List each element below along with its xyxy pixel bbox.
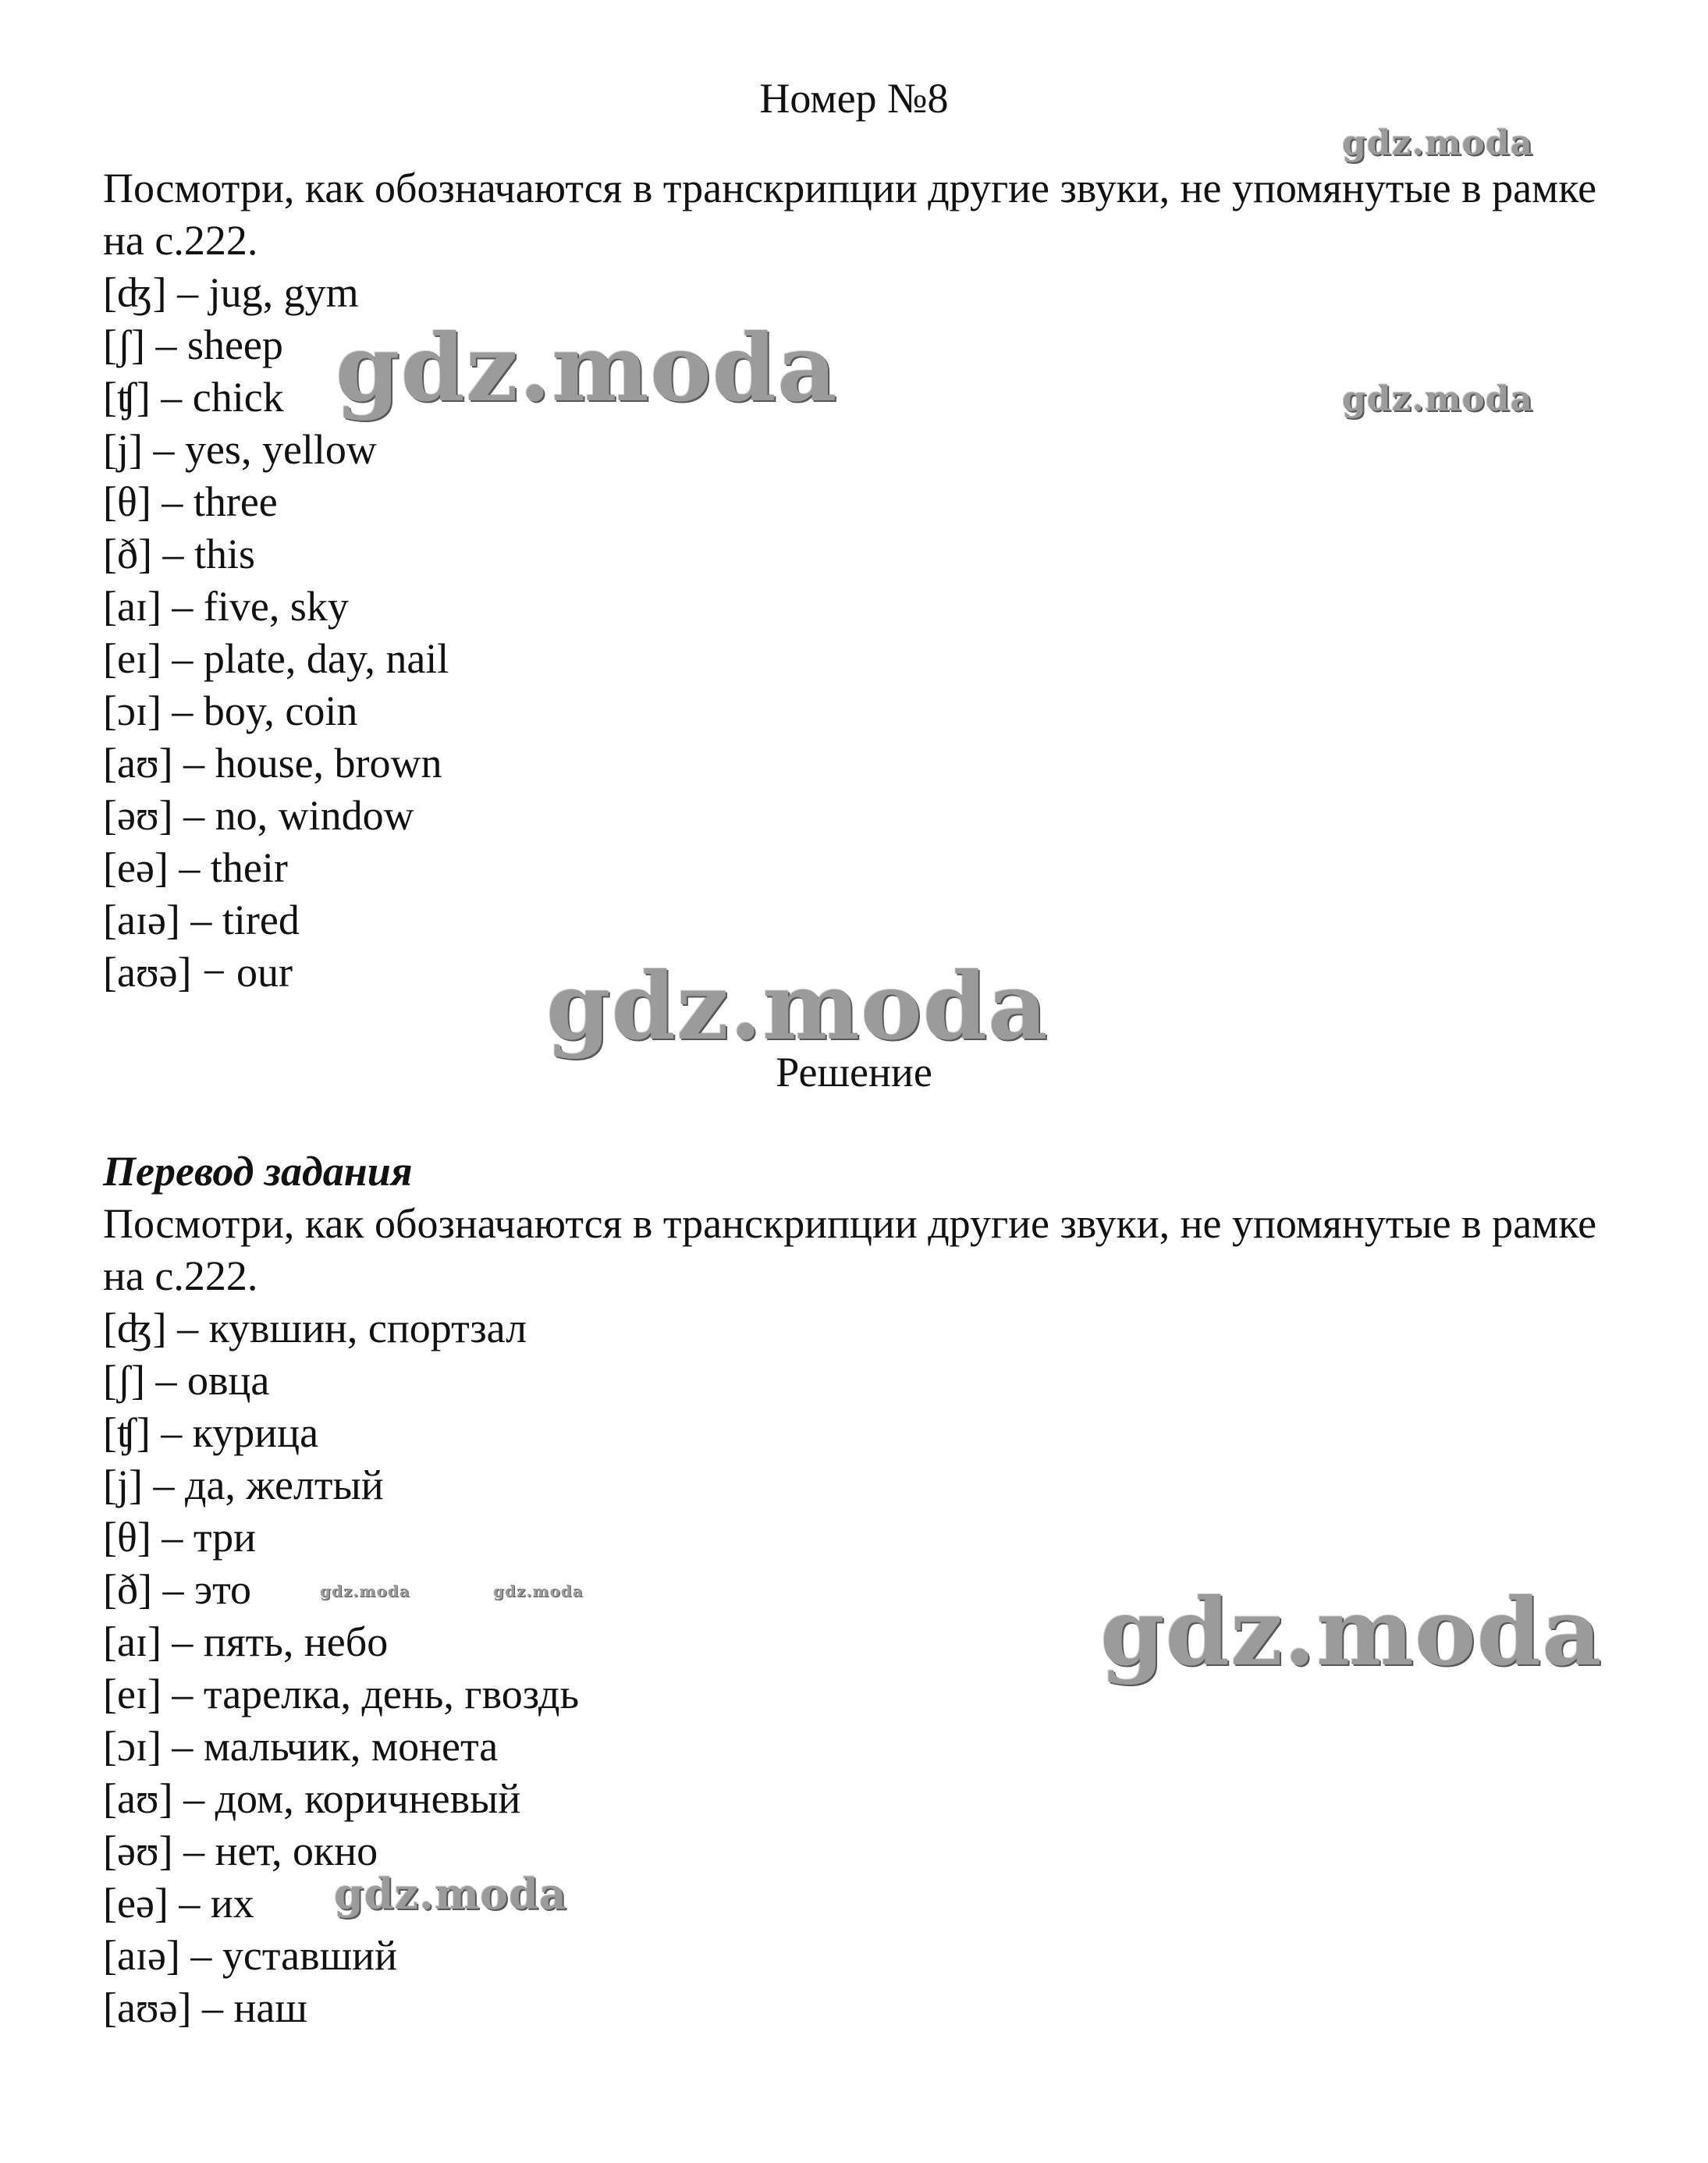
task-row: [ɔɪ] – boy, coin	[103, 687, 358, 734]
solution-row: [aɪ] – пять, небо	[103, 1618, 389, 1665]
task-row: [eə] – their	[103, 844, 288, 891]
watermark: gdz.moda	[1342, 379, 1534, 419]
solution-row: [əʊ] – нет, окно	[103, 1827, 378, 1874]
task-row: [ʤ] – jug, gym	[103, 269, 359, 316]
page-title: Номер №8	[759, 75, 949, 122]
solution-row: [j] – да, желтый	[103, 1462, 384, 1508]
task-row: [ð] – this	[103, 531, 255, 577]
solution-row: [aɪə] – уставший	[103, 1932, 397, 1979]
task-intro: Посмотри, как обозначаются в транскрипции другие звуки, не упомянутые в рамке на с.222.	[103, 165, 1597, 264]
solution-row: [ʧ] – курица	[103, 1409, 319, 1456]
solution-intro: Посмотри, как обозначаются в транскрипции другие звуки, не упомянутые в рамке на с.222.	[103, 1200, 1597, 1299]
task-block	[103, 162, 1648, 999]
watermark: gdz.moda	[1342, 123, 1534, 163]
task-rows	[103, 267, 1648, 999]
task-row: [eɪ] – plate, day, nail	[103, 635, 449, 682]
task-row: [aʊ] – house, brown	[103, 740, 442, 787]
watermark: gdz.moda	[336, 314, 838, 422]
task-row: [əʊ] – no, window	[103, 792, 414, 839]
solution-row: [θ] – три	[103, 1514, 256, 1561]
watermark: gdz.moda	[320, 1582, 410, 1600]
task-row: [j] – yes, yellow	[103, 426, 377, 473]
solution-row: [ɔɪ] – мальчик, монета	[103, 1723, 499, 1770]
task-row: [aɪə] – tired	[103, 897, 300, 943]
solution-heading: Решение	[776, 1049, 932, 1096]
solution-row: [ð] – это	[103, 1566, 252, 1613]
solution-subheading: Перевод задания	[103, 1148, 413, 1195]
watermark: gdz.moda	[546, 952, 1049, 1060]
solution-row: [eə] – их	[103, 1880, 254, 1927]
solution-row: [aʊə] – наш	[103, 1984, 307, 2031]
solution-row: [eɪ] – тарелка, день, гвоздь	[103, 1671, 580, 1717]
task-row: [θ] – three	[103, 478, 278, 525]
watermark: gdz.moda	[334, 1869, 567, 1919]
solution-row: [ʤ] – кувшин, спортзал	[103, 1305, 527, 1351]
task-row: [aʊə] − our	[103, 949, 293, 996]
task-row: [aɪ] – five, sky	[103, 583, 349, 630]
task-row: [ʧ] – chick	[103, 374, 284, 421]
task-row: [ʃ] – sheep	[103, 321, 283, 368]
solution-row: [ʃ] – овца	[103, 1357, 270, 1404]
watermark: gdz.moda	[493, 1582, 584, 1600]
watermark: gdz.moda	[1100, 1578, 1603, 1686]
solution-row: [aʊ] – дом, коричневый	[103, 1775, 521, 1822]
